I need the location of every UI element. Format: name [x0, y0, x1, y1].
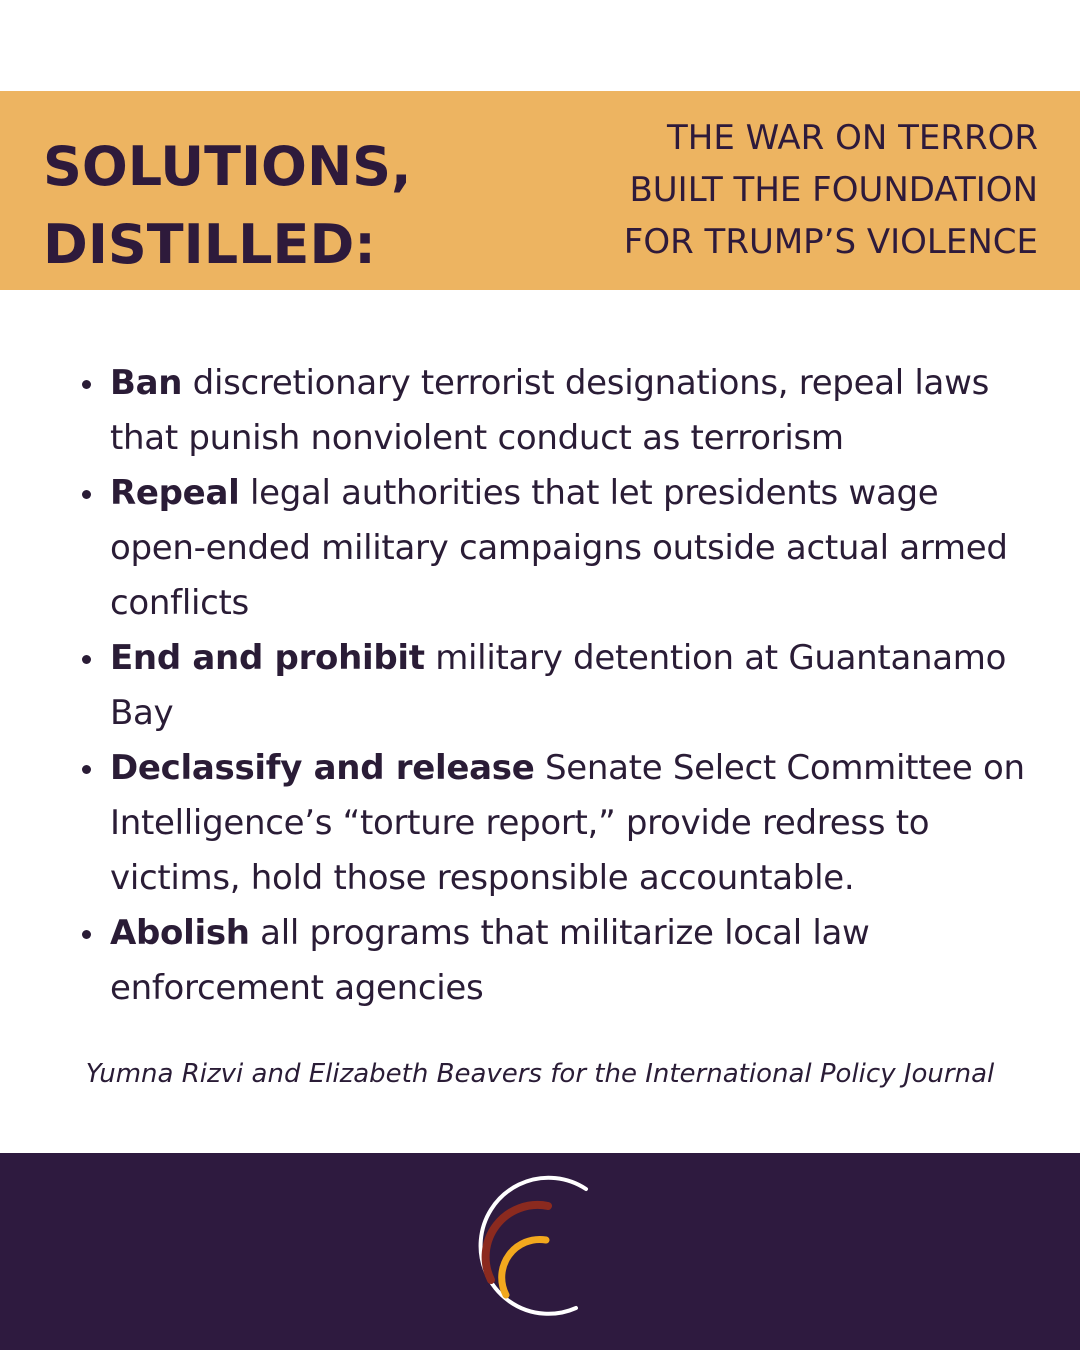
- solution-lead: End and prohibit: [110, 638, 425, 678]
- page-subtitle: [624, 112, 1038, 268]
- solution-lead: Repeal: [110, 473, 240, 513]
- circular-arcs-logo-icon: [462, 1170, 622, 1330]
- bullet-icon: [82, 655, 91, 664]
- subtitle-line-1: THE WAR ON TERROR: [667, 118, 1038, 158]
- subtitle-line-2: BUILT THE FOUNDATION: [629, 170, 1038, 210]
- solution-text: military detention at Guantanamo Bay: [110, 638, 1007, 733]
- solution-item-end-and-prohibit: [80, 631, 1040, 741]
- solution-lead: Abolish: [110, 913, 250, 953]
- solution-item-declassify: [80, 741, 1040, 906]
- page-title: [43, 128, 412, 284]
- subtitle-line-3: FOR TRUMP’S VIOLENCE: [623, 222, 1038, 262]
- solution-item-ban: [80, 356, 1040, 466]
- solution-text: discretionary terrorist designations, repeal laws that punish nonviolent conduct as terrorism: [110, 363, 989, 458]
- solution-text: all programs that militarize local law enforcement agencies: [110, 913, 870, 1008]
- logo-arc-inner: [502, 1239, 546, 1295]
- solution-item-repeal: [80, 466, 1040, 631]
- bullet-icon: [82, 380, 91, 389]
- title-line-2: DISTILLED:: [43, 213, 376, 276]
- author-credit: Yumna Rizvi and Elizabeth Beavers for the International Policy Journal: [85, 1059, 995, 1089]
- solution-item-abolish: [80, 906, 1040, 1016]
- bullet-icon: [82, 930, 91, 939]
- title-line-1: SOLUTIONS,: [43, 135, 412, 198]
- logo-arc-outer: [481, 1178, 586, 1314]
- solution-lead: Declassify and release: [110, 748, 535, 788]
- solution-text: legal authorities that let presidents wage open-ended military campaigns outside actual armed conflicts: [110, 473, 1008, 623]
- bullet-icon: [82, 765, 91, 774]
- solutions-list: [80, 356, 1040, 1016]
- solution-text: Senate Select Committee on Intelligence’s “torture report,” provide redress to victims, hold those responsible accountable.: [110, 748, 1025, 898]
- solution-lead: Ban: [110, 363, 183, 403]
- bullet-icon: [82, 490, 91, 499]
